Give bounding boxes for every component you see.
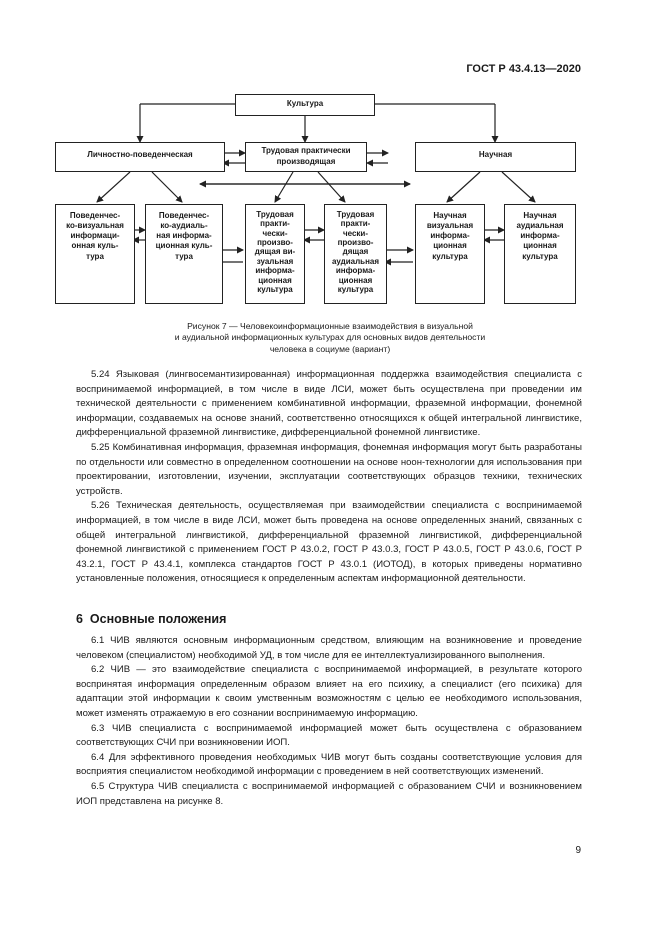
figure-caption [120,321,540,355]
caption-line: человека в социуме (вариант) [269,343,391,354]
box-culture: Культура [235,94,375,116]
box-behavioral-audial: Поведенчес- ко-аудиаль- ная информа- ционная куль- тура [145,204,223,304]
paragraph-6-2: 6.2 ЧИВ — это взаимодействие специалиста с воспринимаемой информацией, в результате которого воспринятая информация определенным образом влияет на его психику, а специалист (его психика) для адаптации этой информации к своим умственным возможностям с целью ее необходимого использования, может изменять отражаемую в его сознании воспринимаемую информацию. [76,664,582,719]
box-labor-visual: Трудовая практи- чески- произво- дящая ви- зуальная информа- ционная культура [245,204,305,304]
body-text-section-6 [76,634,582,809]
box-behavioral-visual: Поведенчес- ко-визуальная информаци- онная куль- тура [55,204,135,304]
caption-line: и аудиальной информационных культурах для основных видов деятельности [174,332,486,343]
body-text-section-5 [76,368,582,587]
box-labor-practical: Трудовая практически производящая [245,142,367,172]
section-title: Основные положения [89,612,227,626]
caption-line: Рисунок 7 — Человекоинформационные взаимодействия в визуальной [187,321,473,331]
box-scientific: Научная [415,142,576,172]
paragraph-6-4: 6.4 Для эффективного проведения необходимых ЧИВ могут быть созданы соответствующие условия для восприятия специалистом необходимой информации с проведением в ней соответствующих изменений. [76,751,582,778]
box-scientific-visual: Научная визуальная информа- ционная культура [415,204,485,304]
section-heading [76,612,226,626]
standard-header: ГОСТ Р 43.4.13—2020 [466,63,581,75]
paragraph-5-25: 5.25 Комбинативная информация, фраземная информация, фонемная информация могут быть разработаны по отдельности или совместно в определенном соотношении на основе ноон-технологии для использования при проектировании, изготовлении, изучении, эксплуатации соответствующих образцов техники, технических устройств. [76,441,582,497]
paragraph-6-5: 6.5 Структура ЧИВ специалиста с воспринимаемой информацией с образованием СЧИ и возникновением ИОП представлена на рисунке 8. [76,780,582,807]
paragraph-6-1: 6.1 ЧИВ являются основным информационным средством, влияющим на возникновение и проведение человеком (специалистом) необходимой УД, в том числе для ее интеллектуализированного выполнения. [76,635,582,661]
box-scientific-audial: Научная аудиальная информа- ционная культура [504,204,576,304]
paragraph-5-26: 5.26 Техническая деятельность, осуществляемая при взаимодействии специалиста с воспринимаемой информацией, в том числе в виде ЛСИ, может быть проведена на основе определенных знаний, связанных с общей интегральной лингвистикой, дифференциальной фраземной лингвистикой, дифференциальной фонемной лингвистикой с применением ГОСТ Р 43.0.2, ГОСТ Р 43.0.3, ГОСТ Р 43.0.5, ГОСТ Р 43.0.6, ГОСТ Р 43.2.1, ГОСТ Р 43.4.1, комплекса стандартов ГОСТ Р 43.0.1 (ИОТОД), в которых приведены нормативно установленные положения, относящиеся к определенным аспектам информационной деятельности. [76,500,582,585]
paragraph-5-24: 5.24 Языковая (лингвосемантизированная) информационная поддержка взаимодействия специалиста с воспринимаемой информацией, в том числе в виде ЛСИ, может быть осуществлена при проведении им технической деятельности с применением комбинативной информации, фраземной информации, фонемной информации, создаваемых на основе знаний, соответственно относящихся к общей интегральной лингвистике, дифференциальной фраземной лингвистике, дифференциальной фонемной лингвистике. [76,369,582,439]
box-personal-behavioral: Личностно-поведенческая [55,142,225,172]
page-number: 9 [575,845,581,856]
paragraph-6-3: 6.3 ЧИВ специалиста с воспринимаемой информацией может быть осуществлена с образованием соответствующих СЧИ при возникновении ИОП. [76,722,582,749]
section-number: 6 [76,612,83,626]
box-labor-audial: Трудовая практи- чески- произво- дящая аудиальная информа- ционная культура [324,204,387,304]
